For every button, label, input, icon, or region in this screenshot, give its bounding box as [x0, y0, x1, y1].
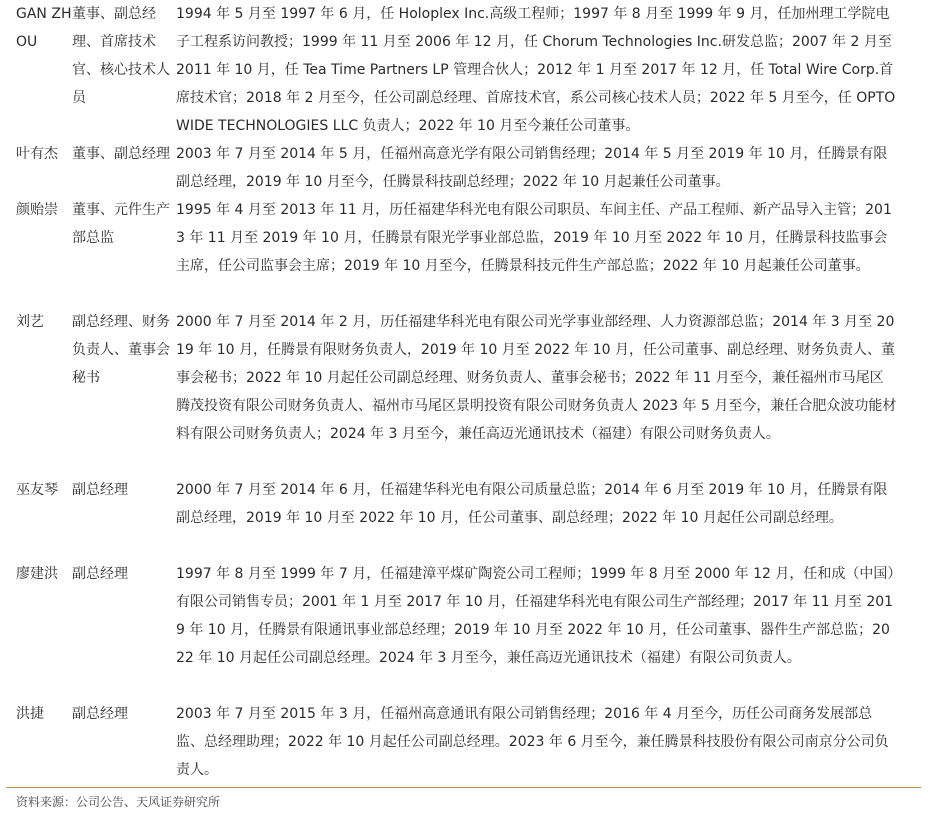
table-row — [0, 0, 937, 140]
row-name: 廖建洪 — [16, 566, 58, 582]
row-name: 颜贻崇 — [16, 202, 58, 218]
row-bio: 2000 年 7 月至 2014 年 6 月，任福建华科光电有限公司质量总监；2014 年 6 月至 2019 年 10 月，任腾景有限副总经理，2019 年 10 月至 2022 年 10 月，任公司董事、副总经理；2022 年 10 月起任公司副总经理。 — [176, 482, 888, 526]
row-name: 洪捷 — [16, 706, 44, 722]
row-role: 董事、元件生产部总监 — [72, 202, 170, 246]
row-name: 巫友琴 — [16, 482, 58, 498]
row-role: 董事、副总经理 — [72, 146, 170, 162]
table-row — [0, 140, 937, 196]
table-row — [0, 476, 937, 560]
row-bio: 1995 年 4 月至 2013 年 11 月，历任福建华科光电有限公司职员、车间主任、产品工程师、新产品导入主管；2013 年 11 月至 2019 年 10 月，任腾景有限光学事业部总监，2019 年 10 月至 2022 年 10 月，任腾景科技监事会主席，任公司监事会主席；2019 年 10 月至今，任腾景科技元件生产部总监；2022 年 10 月起兼任公司董事。 — [176, 202, 892, 274]
row-bio: 1994 年 5 月至 1997 年 6 月，任 Holoplex Inc.高级工程师；1997 年 8 月至 1999 年 9 月，任加州理工学院电子工程系访问教授；1999 年 11 月至 2006 年 12 月，任 Chorum Technologies Inc.研发总监；2007 年 2 月至 2011 年 10 月，任 Tea Time Partners LP 管理合伙人；2012 年 1 月至 2017 年 12 月，任 Total Wire Corp.首席技术官；2018 年 2 月至今，任公司副总经理、首席技术官，系公司核心技术人员；2022 年 5 月至今，任 OPTOWIDE TECHNOLOGIES LLC 负责人；2022 年 10 月至今兼任公司董事。 — [176, 6, 896, 134]
source-note: 资料来源：公司公告、天风证券研究所 — [16, 795, 221, 809]
row-role: 副总经理 — [72, 706, 128, 722]
row-role: 副总经理 — [72, 482, 128, 498]
table-row — [0, 560, 937, 700]
row-name: 叶有杰 — [16, 146, 58, 162]
row-name: GAN ZHOU — [16, 6, 72, 50]
table-row — [0, 308, 937, 476]
row-role: 董事、副总经理、首席技术官、核心技术人员 — [72, 6, 170, 106]
row-role: 副总经理 — [72, 566, 128, 582]
row-bio: 1997 年 8 月至 1999 年 7 月，任福建漳平煤矿陶瓷公司工程师；1999 年 8 月至 2000 年 12 月，任和成（中国）有限公司销售专员；2001 年 1 月至 2017 年 10 月，任福建华科光电有限公司生产部经理；2017 年 11 月至 2019 年 10 月，任腾景有限通讯事业部总经理；2019 年 10 月至 2022 年 10 月，任公司董事、器件生产部总监；2022 年 10 月起任公司副总经理。2024 年 3 月至今，兼任高迈光通讯技术（福建）有限公司负责人。 — [176, 566, 895, 666]
row-name: 刘艺 — [16, 314, 44, 330]
row-bio: 2003 年 7 月至 2014 年 5 月，任福州高意光学有限公司销售经理；2014 年 5 月至 2019 年 10 月，任腾景有限副总经理，2019 年 10 月至今，任腾景科技副总经理；2022 年 10 月起兼任公司董事。 — [176, 146, 888, 190]
table-row — [0, 196, 937, 308]
row-role: 副总经理、财务负责人、董事会秘书 — [72, 314, 170, 386]
row-bio: 2000 年 7 月至 2014 年 2 月，历任福建华科光电有限公司光学事业部经理、人力资源部总监；2014 年 3 月至 2019 年 10 月，任腾景有限财务负责人，2019 年 10 月至 2022 年 10 月，任公司董事、副总经理、财务负责人、董事会秘书；2022 年 10 月起任公司副总经理、财务负责人、董事会秘书；2022 年 11 月至今，兼任福州市马尾区腾茂投资有限公司财务负责人、福州市马尾区景明投资有限公司财务负责人 2023 年 5 月至今，兼任合肥众波功能材料有限公司财务负责人；2024 年 3 月至今，兼任高迈光通讯技术（福建）有限公司财务负责人。 — [176, 314, 897, 442]
table-bottom-divider — [6, 787, 921, 788]
row-bio: 2003 年 7 月至 2015 年 3 月，任福州高意通讯有限公司销售经理；2016 年 4 月至今，历任公司商务发展部总监、总经理助理；2022 年 10 月起任公司副总经理。2023 年 6 月至今，兼任腾景科技股份有限公司南京分公司负责人。 — [176, 706, 889, 778]
table-row — [0, 700, 937, 784]
